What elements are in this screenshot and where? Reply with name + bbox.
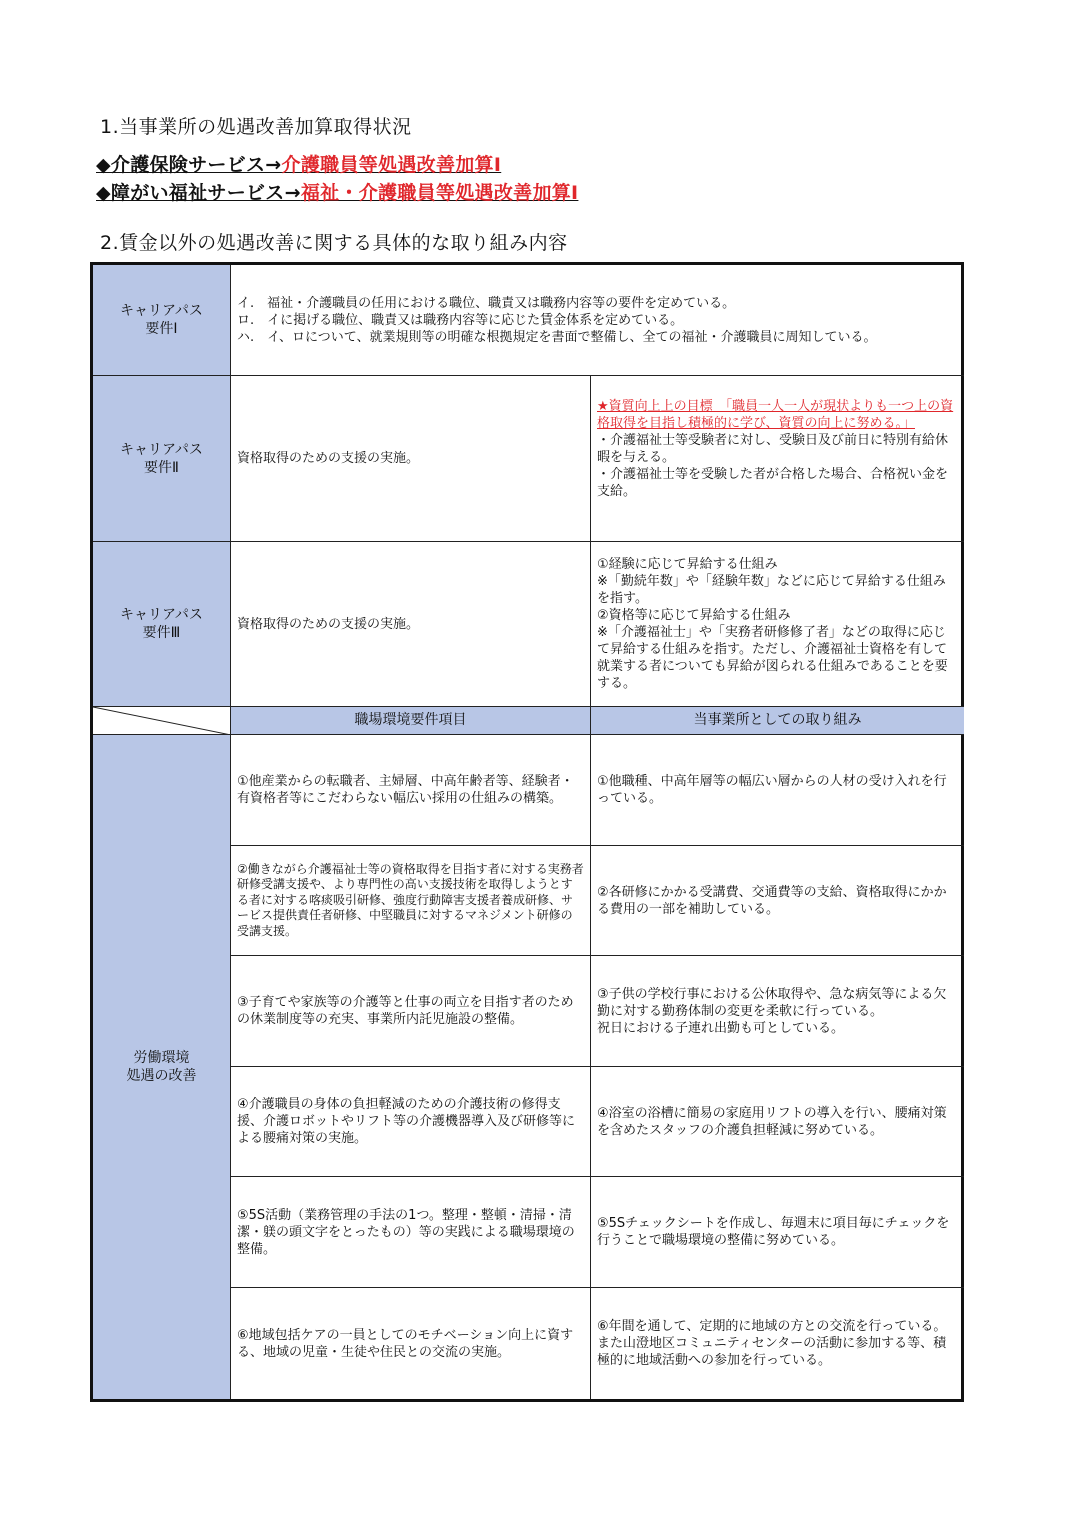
section-heading-1: 1.当事業所の処遇改善加算取得状況 [100, 116, 412, 138]
career-path-1-label: キャリアパス 要件Ⅰ [93, 265, 231, 376]
labor-item-1: ①他産業からの転職者、主婦層、中高年齢者等、経験者・有資格者等にこだわらない幅広い採用の仕組みの構築。 [231, 735, 591, 846]
service-care-insurance [96, 150, 501, 177]
quality-goal-text: ★資質向上上の目標 「職員一人一人が現状よりも一つ上の資格取得を目指し積極的に学び、資質の向上に努める。」 [597, 399, 954, 431]
improvement-table [90, 262, 964, 1402]
career-path-1-text: イ. 福祉・介護職員の任用における職位、職責又は職務内容等の要件を定めている。 ロ. イに掲げる職位、職責又は職務内容等に応じた賃金体系を定めている。 ハ. イ、ロについて、就業規則等の明確な根拠規定を書面で整備し、全ての福祉・介護職員に周知している。 [231, 265, 964, 376]
labor-action-2: ②各研修にかかる受講費、交通費等の支給、資格取得にかかる費用の一部を補助している。 [591, 846, 964, 956]
labor-item-4: ④介護職員の身体の負担軽減のための介護技術の修得支援、介護ロボットやリフト等の介護機器導入及び研修等による腰痛対策の実施。 [231, 1067, 591, 1177]
diagonal-line [93, 707, 231, 735]
labor-action-4: ④浴室の浴槽に簡易の家庭用リフトの導入を行い、腰痛対策を含めたスタッフの介護負担軽減に努めている。 [591, 1067, 964, 1177]
labor-action-6: ⑥年間を通して、定期的に地域の方との交流を行っている。また山澄地区コミュニティセンターの活動に参加する等、積極的に地域活動への参加を行っている。 [597, 1319, 947, 1368]
career-path-2-label: キャリアパス 要件Ⅱ [93, 376, 231, 542]
career-path-2-detail: ・介護福祉士等受験者に対し、受験日及び前日に特別有給休暇を与える。 ・介護福祉士等を受験した者が合格した場合、合格祝い金を支給。 [597, 433, 949, 499]
service-care-insurance-prefix: ◆介護保険サービス→ [96, 154, 282, 176]
labor-environment-label: 労働環境 処遇の改善 [93, 735, 231, 1399]
diagonal-header-cell [93, 707, 231, 735]
service-disability-welfare [96, 178, 578, 205]
service-care-insurance-value: 介護職員等処遇改善加算Ⅰ [281, 154, 502, 176]
labor-item-2: ②働きながら介護福祉士等の資格取得を目指す者に対する実務者研修受講支援や、より専門性の高い支援技術を取得しようとする者に対する喀痰吸引研修、強度行動障害支援者養成研修、サービス提供責任者研修、中堅職員に対するマネジメント研修の受講支援。 [231, 846, 591, 956]
section-heading-2: 2.賃金以外の処遇改善に関する具体的な取り組み内容 [100, 232, 568, 254]
career-path-3-label: キャリアパス 要件Ⅲ [93, 542, 231, 707]
labor-item-3: ③子育てや家族等の介護等と仕事の両立を目指す者のための休業制度等の充実、事業所内託児施設の整備。 [231, 956, 591, 1067]
header-work-environment-items: 職場環境要件項目 [231, 707, 591, 735]
labor-action-1: ①他職種、中高年層等の幅広い層からの人材の受け入れを行っている。 [591, 735, 964, 846]
header-office-actions: 当事業所としての取り組み [591, 707, 964, 735]
career-path-3-requirement: 資格取得のための支援の実施。 [231, 542, 591, 707]
labor-action-5: ⑤5Sチェックシートを作成し、毎週末に項目毎にチェックを行うことで職場環境の整備に努めている。 [591, 1177, 964, 1288]
service-disability-welfare-value: 福祉・介護職員等処遇改善加算Ⅰ [300, 182, 579, 204]
career-path-3-detail: ①経験に応じて昇給する仕組み ※「勤続年数」や「経験年数」などに応じて昇給する仕組みを指す。 ②資格等に応じて昇給する仕組み ※「介護福祉士」や「実務者研修修了者」などの取得に応じて昇給する仕組みを指す。ただし、介護福祉士資格を有して就業する者についても昇給が図られる仕組みであることを要する。 [591, 542, 964, 707]
career-path-2-actions [591, 376, 964, 542]
career-path-2-requirement: 資格取得のための支援の実施。 [231, 376, 591, 542]
service-disability-welfare-prefix: ◆障がい福祉サービス→ [96, 182, 301, 204]
labor-item-5: ⑤5S活動（業務管理の手法の1つ。整理・整頓・清掃・清潔・躾の頭文字をとったもの）等の実践による職場環境の整備。 [231, 1177, 591, 1288]
labor-action-3: ③子供の学校行事における公休取得や、急な病気等による欠勤に対する勤務体制の変更を柔軟に行っている。 祝日における子連れ出勤も可としている。 [591, 956, 964, 1067]
labor-item-6: ⑥地域包括ケアの一員としてのモチベーション向上に資する、地域の児童・生徒や住民との交流の実施。 [231, 1288, 591, 1399]
